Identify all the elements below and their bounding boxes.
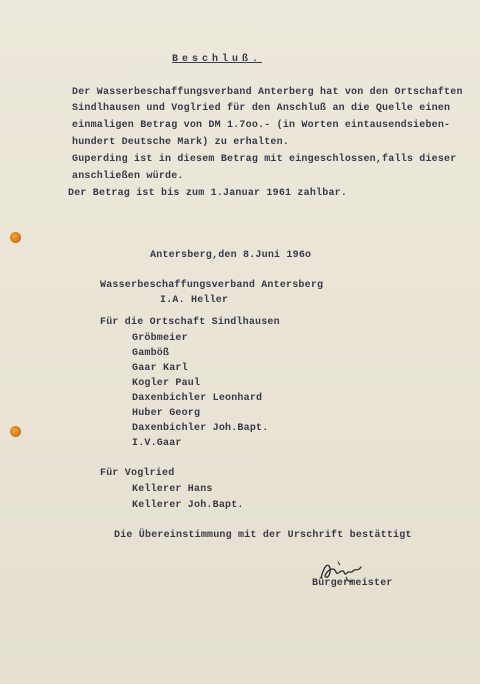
paragraph-line: Guperding ist in diesem Betrag mit eingeschlossen,falls dieser: [72, 154, 457, 165]
group-heading-voglried: Für Voglried: [100, 468, 175, 479]
association-name: Wasserbeschaffungsverband Antersberg: [100, 280, 324, 291]
paragraph-line: Der Betrag ist bis zum 1.Januar 1961 zahlbar.: [68, 188, 348, 199]
paragraph-line: Der Wasserbeschaffungsverband Anterberg hat von den Ortschaften: [72, 87, 463, 98]
signatory-name: Kellerer Hans: [132, 484, 213, 495]
signatory-name: Kellerer Joh.Bapt.: [132, 500, 244, 511]
signatory-name: Gamböß: [132, 348, 170, 359]
punch-hole-top: [10, 232, 21, 243]
signatory-name: Gröbmeier: [132, 333, 188, 344]
certification-statement: Die Übereinstimmung mit der Urschrift bestättigt: [114, 530, 412, 541]
signatory-name: Gaar Karl: [132, 363, 188, 374]
group-heading-sindlhausen: Für die Ortschaft Sindlhausen: [100, 317, 280, 328]
paragraph-line: anschließen würde.: [72, 171, 184, 182]
signatory-name: Daxenbichler Joh.Bapt.: [132, 423, 269, 434]
document-title: Beschluß.: [172, 54, 263, 65]
mayor-title: Bürgermeister: [312, 578, 393, 589]
signatory-name: Huber Georg: [132, 408, 201, 419]
association-signer: I.A. Heller: [160, 295, 229, 306]
signatory-name: I.V.Gaar: [132, 438, 182, 449]
signatory-name: Kogler Paul: [132, 378, 201, 389]
paragraph-line: einmaligen Betrag von DM 1.7oo.- (in Worten eintausendsieben-: [72, 120, 451, 131]
paragraph-line: hundert Deutsche Mark) zu erhalten.: [72, 137, 290, 148]
punch-hole-bottom: [10, 426, 21, 437]
place-date: Antersberg,den 8.Juni 196o: [150, 250, 312, 261]
signatory-name: Daxenbichler Leonhard: [132, 393, 263, 404]
paragraph-line: Sindlhausen und Voglried für den Anschluß an die Quelle einen: [72, 103, 451, 114]
